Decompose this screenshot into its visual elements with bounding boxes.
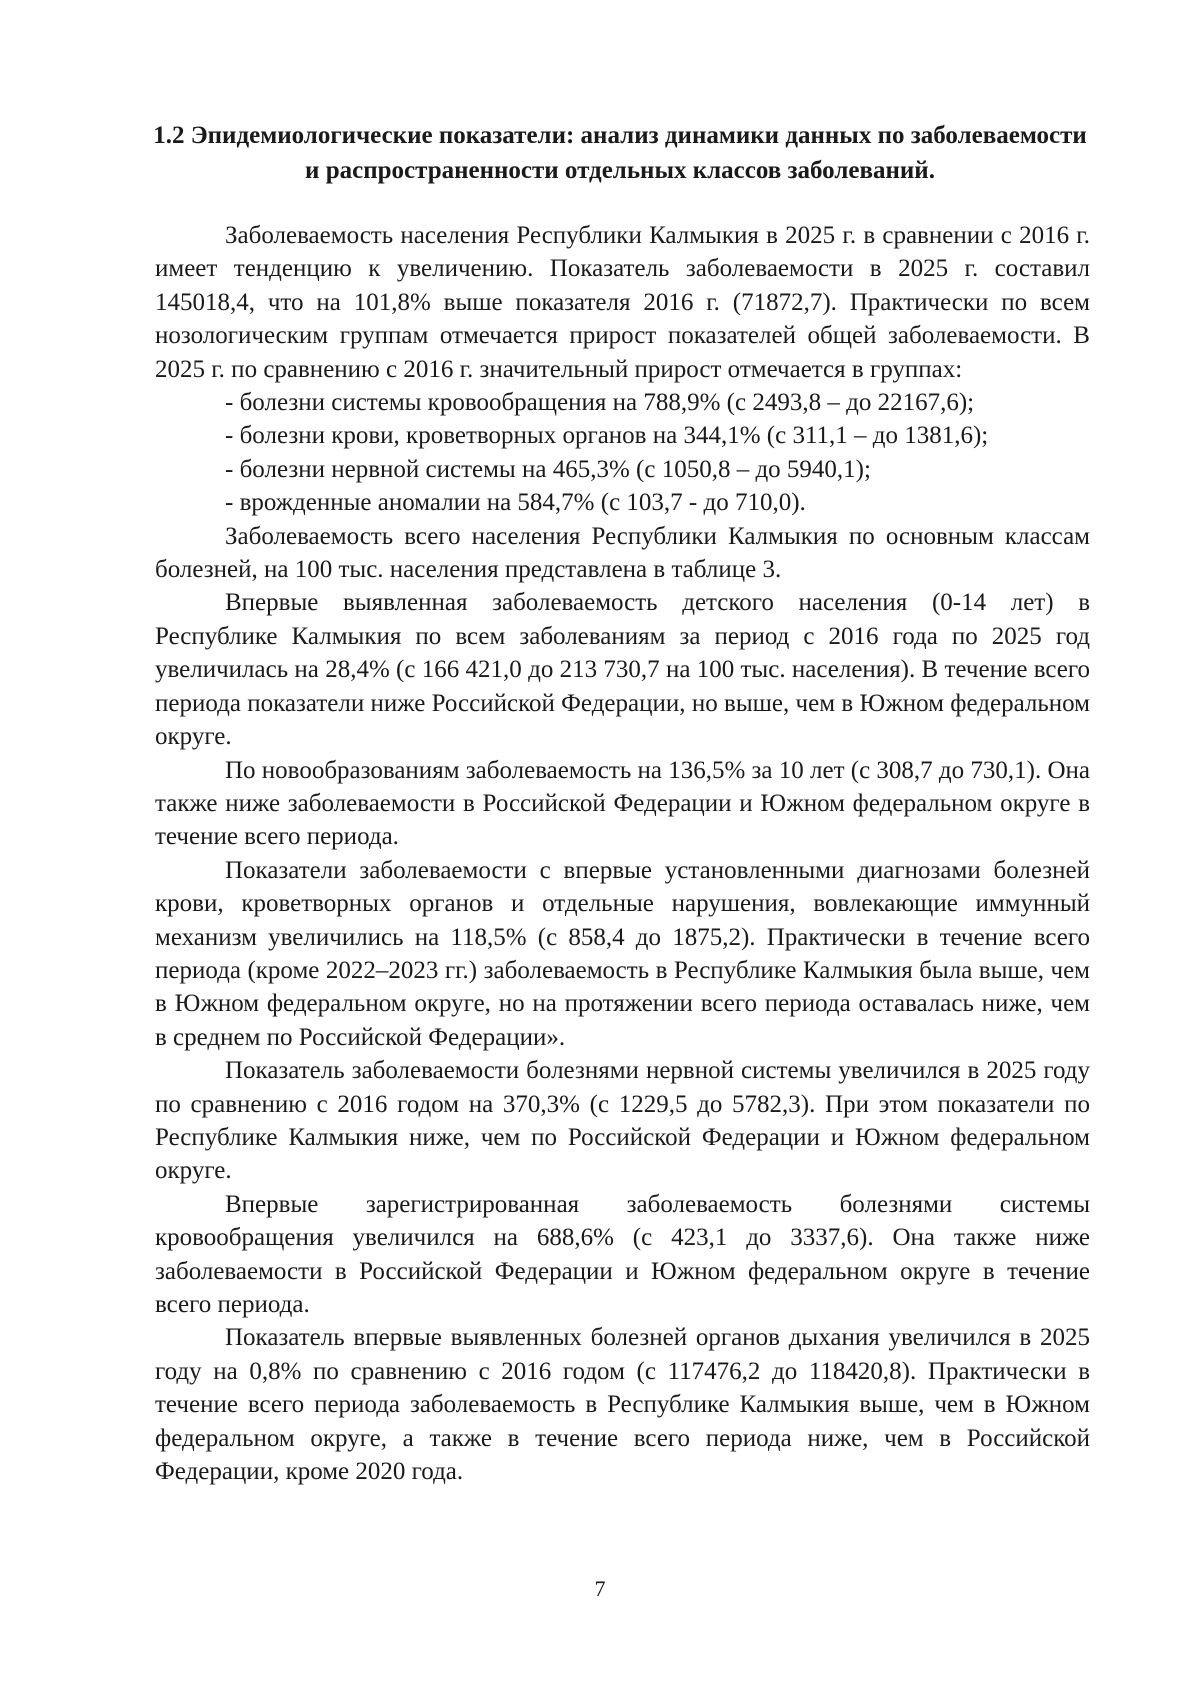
paragraph-table-reference: Заболеваемость всего населения Республики Калмыкия по основным классам болезней, на 100 тыс. населения представлена в таблице 3.	[155, 522, 1090, 584]
paragraph-children: Впервые выявленная заболеваемость детского населения (0-14 лет) в Республике Калмыкия по всем заболеваниям за период с 2016 года по 2025 год увеличилась на 28,4% (с 166 421,0 до 213 730,7 на 100 тыс. населения). В течение всего периода показатели ниже Российской Федерации, но выше, чем в Южном федеральном округе.	[155, 589, 1090, 751]
paragraph-respiratory: Показатель впервые выявленных болезней органов дыхания увеличился в 2025 году на 0,8% по сравнению с 2016 годом (с 117476,2 до 118420,8). Практически в течение всего периода заболеваемость в Республике Калмыкия выше, чем в Южном федеральном округе, а также в течение всего периода ниже, чем в Российской Федерации, кроме 2020 года.	[155, 1324, 1090, 1486]
page-number: 7	[594, 1576, 606, 1601]
list-item: - врожденные аномалии на 584,7% (с 103,7 - до 710,0).	[225, 489, 806, 517]
paragraph-circulatory-system: Впервые зарегистрированная заболеваемость болезнями системы кровообращения увеличился на 688,6% (с 423,1 до 3337,6). Она также ниже заболеваемости в Российской Федерации и Южном федеральном округе в течение всего периода.	[155, 1190, 1090, 1318]
list-item: - болезни нервной системы на 465,3% (с 1050,8 – до 5940,1);	[225, 455, 871, 483]
list-item: - болезни системы кровообращения на 788,9% (с 2493,8 – до 22167,6);	[225, 389, 975, 417]
list-item: - болезни крови, кроветворных органов на 344,1% (с 311,1 – до 1381,6);	[225, 422, 989, 450]
document-body	[155, 219, 1090, 1488]
section-title: 1.2 Эпидемиологические показатели: анализ динамики данных по заболеваемости и распространенности отдельных классов заболеваний.	[153, 122, 1087, 184]
paragraph-intro: Заболеваемость населения Республики Калмыкия в 2025 г. в сравнении с 2016 г. имеет тенденцию к увеличению. Показатель заболеваемости в 2025 г. составил 145018,4, что на 101,8% выше показателя 2016 г. (71872,7). Практически по всем нозологическим группам отмечается прирост показателей общей заболеваемости. В 2025 г. по сравнению с 2016 г. значительный прирост отмечается в группах:	[155, 222, 1090, 383]
growth-groups-list	[155, 386, 1090, 520]
paragraph-nervous-system: Показатель заболеваемости болезнями нервной системы увеличился в 2025 году по сравнению с 2016 годом на 370,3% (с 1229,5 до 5782,3). При этом показатели по Республике Калмыкия ниже, чем по Российской Федерации и Южном федеральном округе.	[155, 1057, 1090, 1185]
paragraph-neoplasms: По новообразованиям заболеваемость на 136,5% за 10 лет (с 308,7 до 730,1). Она также ниже заболеваемости в Российской Федерации и Южном федеральном округе в течение всего периода.	[155, 756, 1090, 851]
paragraph-blood-diseases: Показатели заболеваемости с впервые установленными диагнозами болезней крови, кроветворных органов и отдельные нарушения, вовлекающие иммунный механизм увеличились на 118,5% (с 858,4 до 1875,2). Практически в течение всего периода (кроме 2022–2023 гг.) заболеваемость в Республике Калмыкия была выше, чем в Южном федеральном округе, но на протяжении всего периода оставалась ниже, чем в среднем по Российской Федерации».	[155, 856, 1090, 1051]
